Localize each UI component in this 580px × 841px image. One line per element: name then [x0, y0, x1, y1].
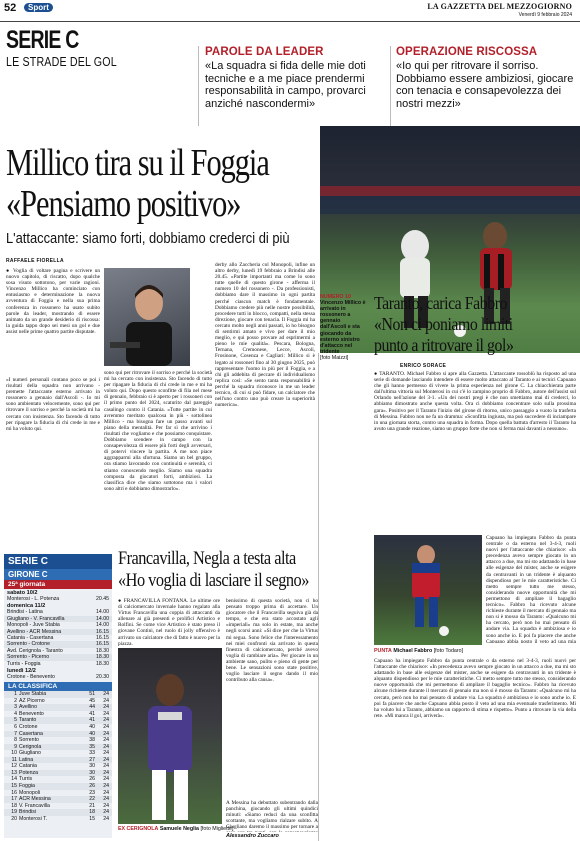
rank-position: 10 — [11, 750, 17, 757]
fixture-day-group — [4, 596, 112, 602]
fixture-day-label: sabato 10/2 — [7, 590, 38, 596]
article1-headline — [6, 143, 269, 225]
fixture-teams: Monopoli - Juve Stabia — [7, 622, 60, 629]
fixture-day-label: domenica 11/2 — [7, 603, 46, 610]
article2-headline-line2: «Non ci poniamo limiti — [374, 314, 513, 334]
player-illustration — [118, 648, 222, 824]
standings-title — [4, 554, 112, 569]
rank-position: 2 — [14, 697, 17, 704]
article2-headline-line3: punto a ritrovare il gol» — [374, 335, 514, 355]
quote-divider-2 — [390, 46, 391, 126]
rank-position: 12 — [11, 763, 17, 770]
article2-photo-caption — [374, 648, 463, 654]
fixture-teams: Brindisi - Latina — [7, 609, 43, 616]
article1-inset-photo — [104, 268, 190, 366]
games-played: 24 — [103, 717, 109, 724]
games-played: 24 — [103, 743, 109, 750]
page-number: 52 — [4, 2, 17, 14]
fixture-teams: Catania - Casertana — [7, 634, 54, 641]
standings-table — [4, 691, 112, 822]
article3-col3: benissimo di questa società, non ci ho pensato troppo prima di accettare. Un giocatore che il Francavilla seguiva già da tempo, e che era stato accostato agli «imperiali» ma solo in estate, ma anche negli scorsi anni: «Si dice per che la Virtus mi segua. Sono felice che l'interessamento nei miei confronti sia arrivato in questa finestra di calciomercato, perché avevo voglia di cambiare aria». Per giocare in un ambiente sano, pulito e pieno di gente per bene. Le sensazioni sono state positive, voglio lasciare il segno dando il mio contributo alla causa». — [226, 598, 318, 684]
fixture-time: 20.30 — [96, 673, 109, 680]
team-name: Cerignola — [19, 743, 42, 750]
masthead: LA GAZZETTA DEL MEZZOGIORNO — [427, 2, 572, 11]
article3-photo — [118, 648, 222, 824]
points: 30 — [89, 769, 95, 776]
points: 51 — [89, 691, 95, 698]
article3-byline: Alessandro Zuccaro — [226, 833, 279, 839]
points: 41 — [89, 710, 95, 717]
article2-headline-line1: Taranto, carica Fabbro — [374, 293, 508, 313]
rank-position: 17 — [11, 796, 17, 803]
rank-position: 13 — [11, 769, 17, 776]
team-name: Giugliano — [19, 750, 41, 757]
games-played: 24 — [103, 769, 109, 776]
fixture-teams: Turris - Foggia — [7, 660, 41, 667]
team-name: Foggia — [19, 782, 35, 789]
games-played: 24 — [103, 756, 109, 763]
team-name: Taranto — [19, 717, 37, 724]
points: 23 — [89, 789, 95, 796]
games-played: 24 — [103, 763, 109, 770]
games-played: 24 — [103, 730, 109, 737]
fixture-day-group — [4, 674, 112, 680]
fixture-time: 18.30 — [96, 660, 109, 667]
fixture-teams: Monterosi - L. Potenza — [7, 596, 60, 602]
section-title: SERIE C — [6, 26, 79, 54]
team-name: Casertana — [19, 730, 43, 737]
team-name: Avellino — [19, 704, 38, 711]
fixture-time: 18.30 — [96, 654, 109, 661]
standings-matchday: 25ª giornata — [4, 580, 112, 589]
article1-col2-start: sono qui per ritrovare il sorriso e perché la società mi ha cercato con insistenza. Sto facendo di tutto per ripagare la fiducia di chi crede in me e mi ha voluto qui. Dopo questo sconfitte di fila nel mese di gennaio, febbraio si è aperto per i rossoneri con il primo punto del 2024, scaturito dal pareggio casalingo contro il Catania. «Tutte partite in cui avremmo meritato qualcosa in più - sottolinea Millico - ma bisogna fare un passo avanti sul piano della mentalità. Per far sì che arrivino i risultati che vogliamo e che possiamo conquistare. Dobbiamo scendere in campo con la consapevolezza di essere più forti degli avversari, di potervi vincere la partita. A me non piace aggrapparmi alla sfortuna. Siamo un bel gruppo, ora stiamo lavorando con continuità e serenità, ci stiamo conoscendo meglio. Siamo una squadra composta da giocatori forti, ambiziosi. La classifica dice che siamo sottotono ma i valori sono altri e dobbiamo dimostrarlo». — [104, 370, 212, 492]
rank-position: 8 — [14, 737, 17, 744]
games-played: 24 — [103, 776, 109, 783]
points: 21 — [89, 802, 95, 809]
rank-position: 9 — [14, 743, 17, 750]
team-name: Catania — [19, 763, 37, 770]
rank-position: 1 — [14, 691, 17, 698]
caption-text: Michael Fabbro — [393, 648, 433, 654]
fixture-day-group — [4, 609, 112, 667]
article1-byline: RAFFAELE FIORELLA — [6, 258, 64, 264]
fixture-teams: Sorrento - Picerno — [7, 654, 50, 661]
games-played: 24 — [103, 809, 109, 816]
fixture-day-label: lunedì 12/2 — [7, 667, 36, 674]
quote2-title: OPERAZIONE RISCOSSA — [396, 46, 538, 58]
fixture-time: 16.15 — [96, 628, 109, 635]
rank-position: 6 — [14, 724, 17, 731]
points: 38 — [89, 737, 95, 744]
article1-photo-caption — [320, 294, 366, 361]
standings-title-text: SERIE C — [8, 556, 49, 567]
games-played: 24 — [103, 710, 109, 717]
standings-subtitle: GIRONE C — [4, 569, 112, 580]
games-played: 24 — [103, 704, 109, 711]
caption-label: EX CERIGNOLA — [118, 826, 159, 832]
fixture-row — [4, 674, 112, 680]
article1-subhead: L'attaccante: siamo forti, dobbiamo crederci di più — [6, 230, 290, 247]
rank-position: 14 — [11, 776, 17, 783]
player-illustration — [374, 535, 482, 645]
games-played: 24 — [103, 691, 109, 698]
article2-photo — [374, 535, 482, 645]
games-played: 24 — [103, 815, 109, 822]
rank-position: 19 — [11, 809, 17, 816]
sport-logo: Sport — [24, 3, 53, 12]
article1-headline-line2: «Pensiamo positivo» — [6, 183, 241, 225]
header-rule — [0, 21, 580, 22]
fixture-teams: Giugliano - V. Francavilla — [7, 615, 65, 622]
games-played: 24 — [103, 789, 109, 796]
article2-side-column: Capuano ha impiegato Fabbro da punta centrale o da esterno nel 3-4-3, ruoli nuovi per l'attaccante che chiarisce: «In precedenza avevo sempre giocato in un attacco a due, ma mi sto adattando in base alle esigenze del mister, anche se esigere da centravanti in un tridente è alquanto dispendioso per le mie caratteristiche. Ci metto sempre tutto me stesso, considerando nuove opportunità che mi permettono di ampliare il bagaglio tecnico». Fabbro ha ricevuto alcune richieste durante il mercato di gennaio ma non si è mosso da Taranto: «Qualcuno mi ha cercato, però non ho mai pensato di andare via. La squadra è ambiziosa e io sono anche io. E poi fa piacere che anche Capuano abbia posto il veto ad una mia — [486, 535, 576, 643]
points: 35 — [89, 743, 95, 750]
fixture-teams: Crotone - Benevento — [7, 673, 55, 680]
fixture-time: 20.45 — [96, 596, 109, 602]
points: 26 — [89, 776, 95, 783]
section-subtitle: LE STRADE DEL GOL — [6, 54, 117, 69]
points: 30 — [89, 763, 95, 770]
quote1-text: «La squadra si fida delle mie doti tecniche e a me piace prendermi responsabilità in campo, provarci anziché nascondermi» — [205, 60, 366, 110]
caption-number: NUMERO 10 — [320, 294, 351, 300]
article3-headline-line2: «Ho voglia di lasciare il segno» — [118, 570, 309, 591]
fixture-time: 16.15 — [96, 641, 109, 648]
article1-headline-line1: Millico tira su il Foggia — [6, 142, 269, 184]
points: 15 — [89, 815, 95, 822]
team-name: Crotone — [19, 724, 38, 731]
points: 40 — [89, 724, 95, 731]
caption-credit: [foto Maizzi] — [320, 354, 349, 361]
team-name: Monopoli — [19, 789, 41, 796]
rank-position: 3 — [14, 704, 17, 711]
column-divider — [318, 353, 319, 841]
rank-position: 5 — [14, 717, 17, 724]
article3-col4: A Messina ha debuttato subentrando dalla panchina, giocando gli ultimi quindici minuti: «Siamo reduci da una sconfitta scottante, ma vogliamo rialzare subito. A Giugliano daremo il massimo per tornare a — [226, 800, 318, 831]
fixture-time: 14.00 — [96, 622, 109, 629]
article3-headline — [118, 548, 309, 592]
caption-credit: [foto Todaro] — [433, 648, 464, 654]
caption-credit: [foto Migliette] — [200, 826, 234, 832]
quote1-title: PAROLE DA LEADER — [205, 46, 324, 58]
games-played: 24 — [103, 782, 109, 789]
fixture-teams: Avd. Cerignola - Taranto — [7, 647, 63, 654]
fixture-teams: Sorrento - Crotone — [7, 641, 50, 648]
caption-text: Vincenzo Millico è arrivato in rossonero a gennaio dall'Ascoli e sta giocando da esterno sinistro d'attacco nel tridente — [320, 300, 366, 355]
points: 18 — [89, 809, 95, 816]
fixture-row — [4, 596, 112, 602]
rank-position: 15 — [11, 782, 17, 789]
team-name: Sorrento — [19, 737, 39, 744]
team-name: Latina — [19, 756, 34, 763]
article1-col3: derby allo Zaccheria col Monopoli, infine un altro derby, lunedì 19 febbraio a Brindisi alle 20.45. «Partite importanti ma come lo sono tutte quelle di questo girone - afferma il numero 10 del rossonero -. Da professionisti, dobbiamo dare il massimo in ogni partita perché ciascun match è fondamentale. Dobbiamo credere più nelle nostre possibilità, procedere tutti in blocco, compatti, nella stessa direzione, giocare con tenacia. Il Foggia mi ha cercato molto negli anni passati, io ho bisogno di sentirmi amato e vivo per dare il mio meglio, e qui posso provare ad esprimermi a pieno le mie qualità». Pescara, Bologna, Ternana, Cremonese, Lecce, Ascoli, Frosinone, Cosenza e Cagliari: Millico si è legato ai rossoneri fino al 30 giugno 2025, può rappresentare l'uomo in più per il Foggia, e a chi gli addebita di peccare di individualismo replica così: «Se sento tanta responsabilità è perché la squadra riconosce in me un leader tecnico, di cui si può fidare, un calciatore che nell'uno contro uno può creare la superiorità numerica». — [215, 262, 315, 409]
article3-photo-caption — [118, 826, 233, 832]
points: 45 — [89, 697, 95, 704]
quote-divider — [198, 46, 199, 126]
fixture-time: 16.15 — [96, 634, 109, 641]
article1-lead: ● Voglia di voltare pagina e scrivere un nuovo capitolo, di riscatto, dopo qualche sosa visuto sottotono, per varie ragioni. Vincenzo Millico ha cominciato con entusiasmo e determinazione la nuova avventura di Foggia e nella sua prima conferenza in rossonero ha usato subito parole da leader, mostrando di essere animato da un grande desiderio di riscossa: la guida tappo dopo sei mesi un gol e due assist nelle prime quattro partite disputate. — [6, 268, 100, 335]
article2-headline — [374, 293, 513, 356]
team-name: Monterosi T. — [19, 815, 48, 822]
games-played: 24 — [103, 724, 109, 731]
games-played: 24 — [103, 737, 109, 744]
team-name: Benevento — [19, 710, 44, 717]
rank-position: 18 — [11, 802, 17, 809]
points: 27 — [89, 756, 95, 763]
team-name: V. Francavilla — [19, 802, 50, 809]
rank-position: 4 — [14, 710, 17, 717]
article2-byline: ENRICO SORACE — [400, 363, 447, 369]
dateline: Venerdì 9 febbraio 2024 — [518, 12, 572, 18]
team-name: AZ Picerno — [19, 697, 45, 704]
points: 26 — [89, 782, 95, 789]
fixture-time: 14.00 — [96, 615, 109, 622]
points: 44 — [89, 704, 95, 711]
games-played: 24 — [103, 802, 109, 809]
standings-table-title: LA CLASSIFICA — [4, 682, 112, 691]
fixture-time: 14.00 — [96, 609, 109, 616]
games-played: 24 — [103, 796, 109, 803]
team-name: Juve Stabia — [19, 691, 47, 698]
team-name: Turris — [19, 776, 33, 783]
article3-lead: ● FRANCAVILLA FONTANA. Le ultime ore di calciomercato invernale hanno regalato alla Virtus Francavilla una coppia di attaccanti da allenare ai già presenti e prolifici Artistico e Rolfini. Se come vice Artistico è stato preso il giovane Contini, nel ruolo di jolly offensivo è arrivato un calciatore che di fatto è nuovo per la piazza. — [118, 598, 220, 647]
games-played: 24 — [103, 750, 109, 757]
caption-label: PUNTA — [374, 648, 392, 654]
caption-text: Samuele Neglia — [159, 826, 199, 832]
table-row — [4, 816, 112, 823]
article3-headline-line1: Francavilla, Negla a testa alta — [118, 548, 296, 569]
article2-body: ● TARANTO. Michael Fabbro si apre alla Gazzetta. L'attaccante rossoblù ha risposto ad una serie di domande lasciando intendere di essere molto attaccato al Taranto e ai tecnici Capuano che gli hanno permesso di vivere la prima esperienza nel girone C. La chiacchierata parte dall'ultima vittoria sul Monterosi in cui c'è lo zampino proprio di Fabbro, autore dell'assist sul Orlando nell'azione del 3-1. «Un dei nostri pregi è che non smettiamo mai di crederci, lo abbiamo dimostrato anche questa volta. Ora ci dobbiamo concentrare solo sulla prossima gara». Positivo per il Taranto l'inizio del girone di ritorno, unico passaggio a vuoto la trasferta di Messina. Fabbro non ne fa un dramma: «Sconfitta ingiusta, ma può succedere di inciampare in una giornata storta, contro una squadra in forma. Dopo quella battuta d'arresto il Taranto ha avuto una grande reazione, siamo un gruppo forte che non si ferma mai davanti a nessuno». — [374, 371, 576, 432]
rank-position: 7 — [14, 730, 17, 737]
points: 33 — [89, 750, 95, 757]
rank-position: 11 — [11, 756, 17, 763]
rank-position: 16 — [11, 789, 17, 796]
article2-body2: Capuano ha impiegato Fabbro da punta centrale o da esterno nel 3-4-3, ruoli nuovi per l'attaccante che chiarisce: «In precedenza avevo sempre giocato in un attacco a due, ma mi sto adattando in base alle esigenze del mister, anche se esigere da centravanti in un tridente è alquanto dispendioso per le mie caratteristiche. Ci metto sempre tutto me stesso, considerando nuove opportunità che mi permettono di ampliare il bagaglio tecnico». Fabbro ha ricevuto alcune richieste durante il mercato di gennaio ma non si è mosso da Taranto: «Qualcuno mi ha cercato, però non ho mai pensato di andare via. La squadra è ambiziosa e io sono anche io. E poi fa piacere che anche Capuano abbia posto il veto ad una mia eventuale trasferimento. Mi ha voluto lui a Taranto, abbiamo un rapporto di stima e rispetto». Punto a ritrovare la via della rete. «Mi manca il gol, arriverà». — [374, 658, 576, 719]
rank-position: 20 — [11, 815, 17, 822]
standings-box — [4, 554, 112, 838]
fixtures-list — [4, 589, 112, 680]
points: 22 — [89, 796, 95, 803]
points: 41 — [89, 717, 95, 724]
games-played: 24 — [103, 697, 109, 704]
team-name: ACR Messina — [19, 796, 51, 803]
article1-col1: «I numeri personali contano poco se poi i risultati della squadra non arrivano - premette l'attaccante esterno arrivato in rossonero a gennaio dall'Ascoli -. Io mi sono ambientato velocemente, sono qui per ritrovare il sorriso e perché la società mi ha cercato con insistenza. Sto facendo di tutto per ripagare la fiducia di chi crede in me e mi ha voluto qui. — [6, 377, 100, 432]
team-name: Brindisi — [19, 809, 37, 816]
fixture-time: 18.30 — [96, 647, 109, 654]
points: 40 — [89, 730, 95, 737]
fixture-teams: Avellino - ACR Messina — [7, 628, 62, 635]
quote2-text: «Io qui per ritrovare il sorriso. Dobbiamo essere ambiziosi, giocare con tenacia e consapevolezza dei nostri mezzi» — [396, 60, 574, 110]
team-name: Potenza — [19, 769, 39, 776]
speaker-illustration — [104, 268, 190, 366]
